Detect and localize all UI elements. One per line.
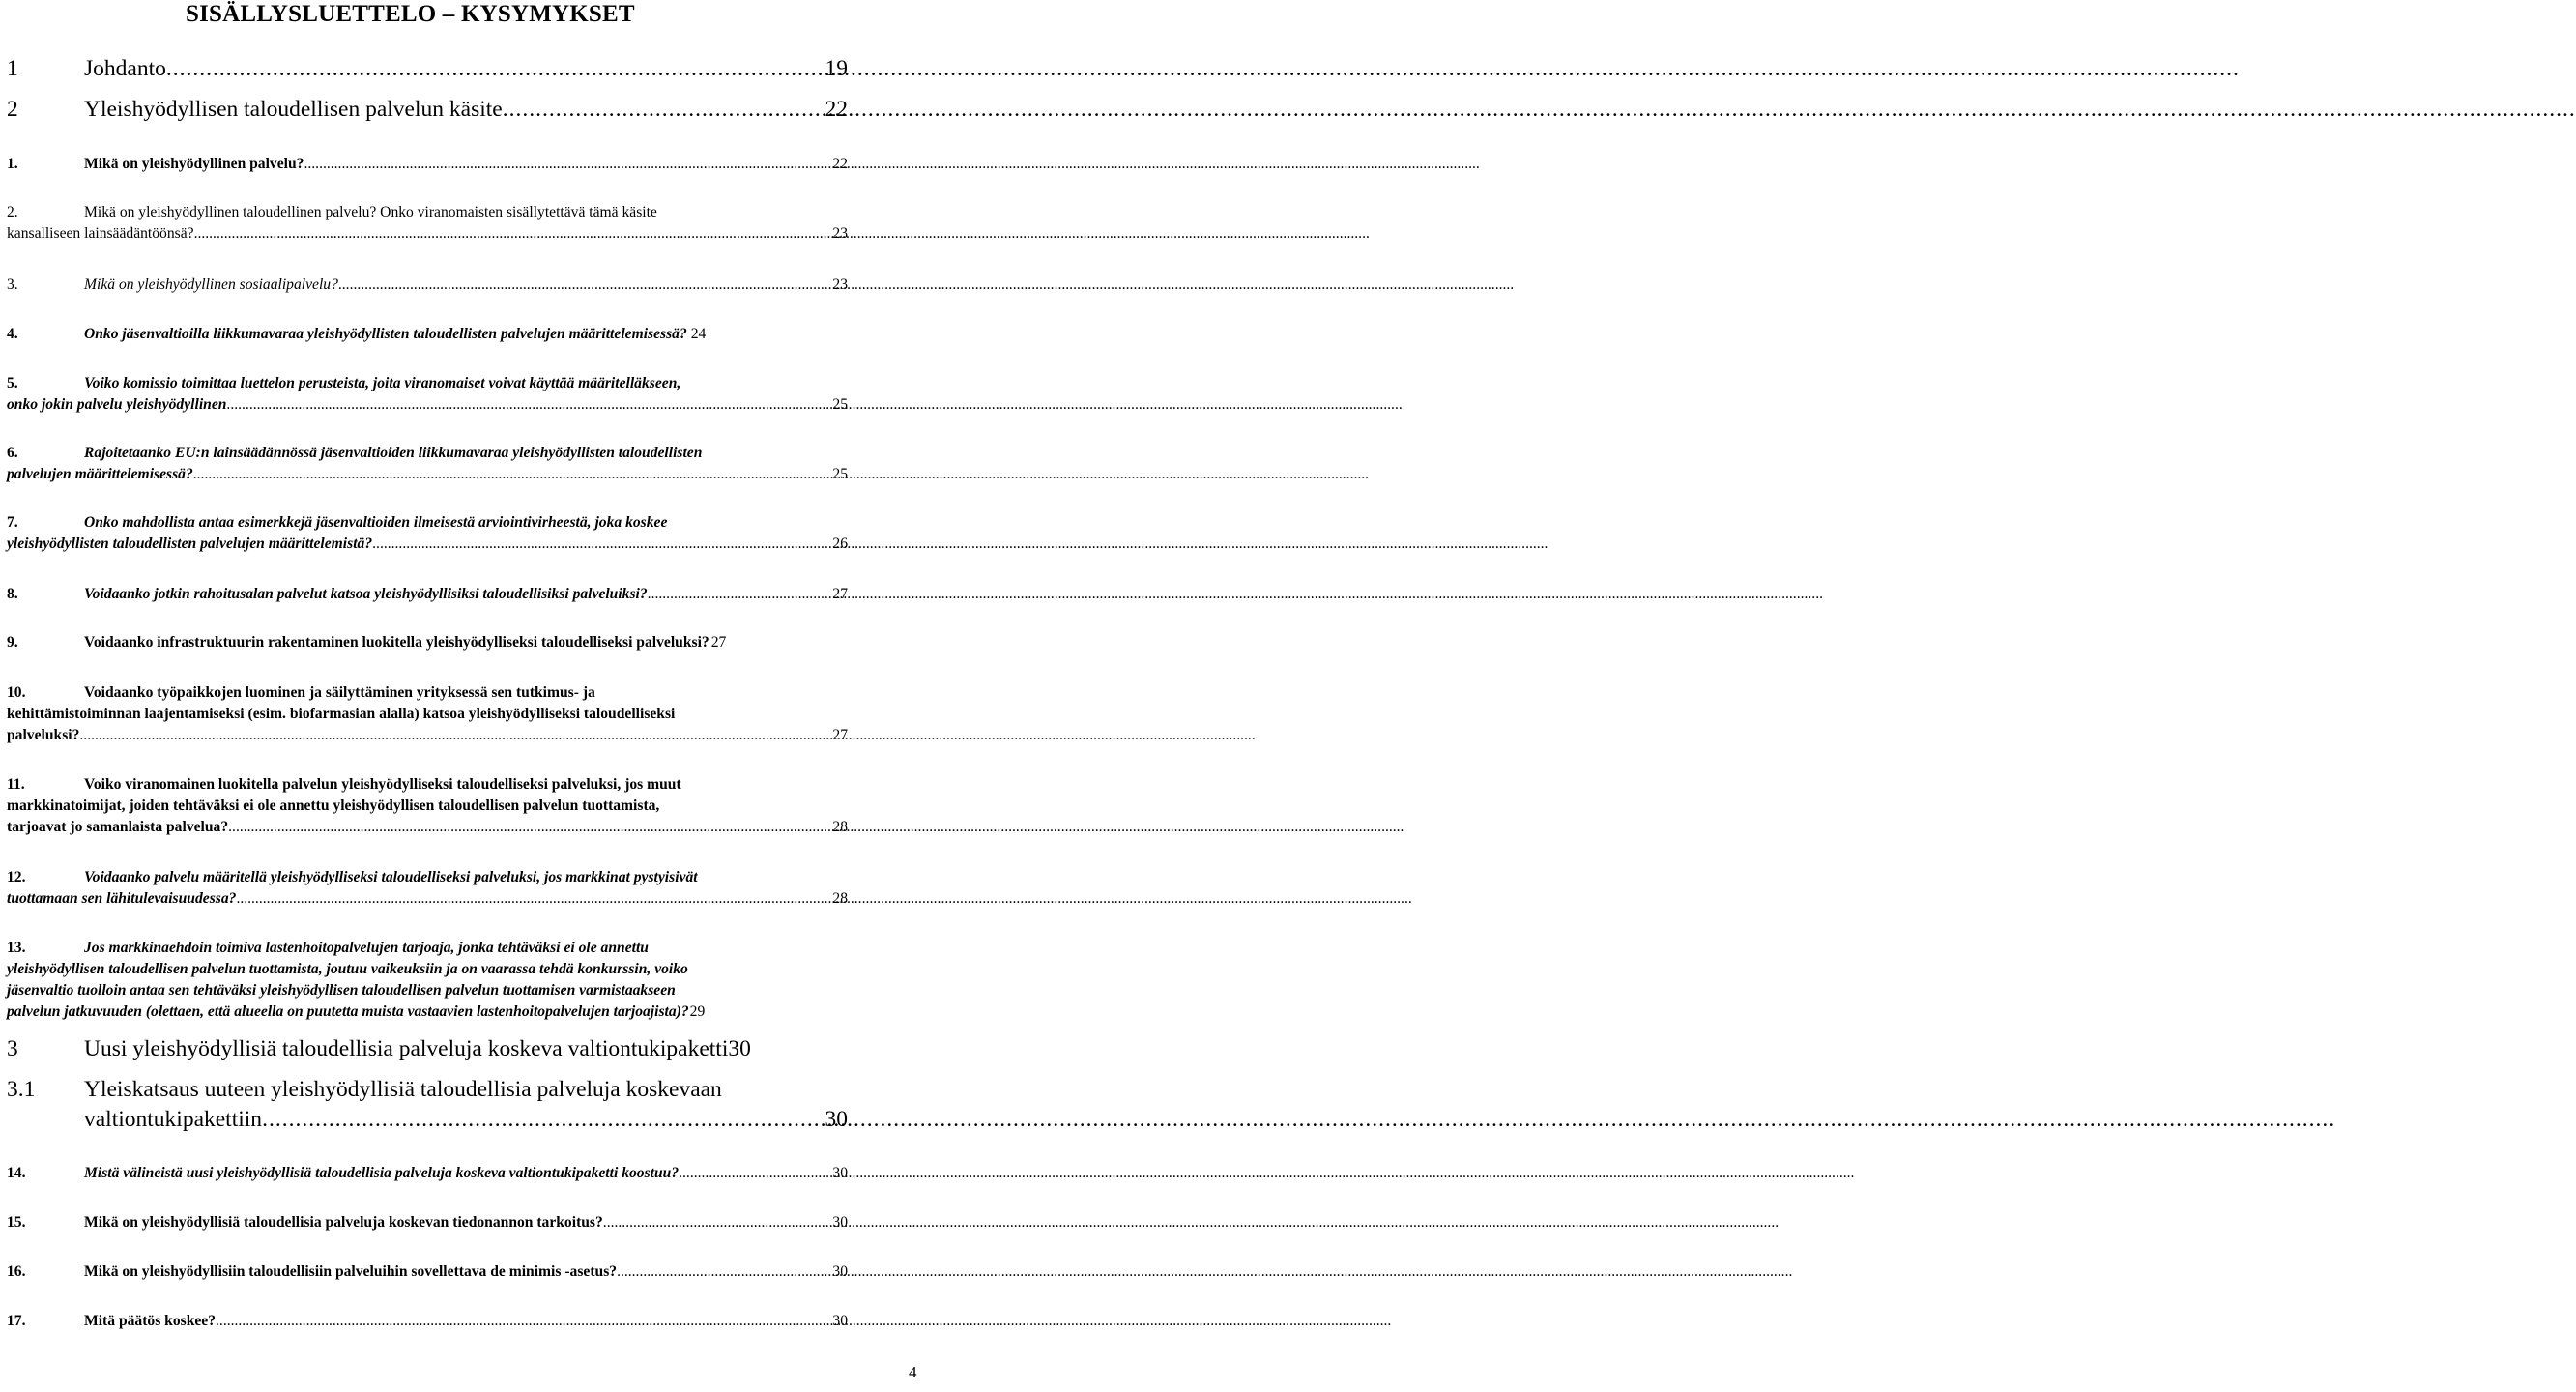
- toc-question-3[interactable]: [7, 275, 848, 296]
- entry-page: 28: [832, 819, 848, 835]
- dot-leader: [216, 1311, 832, 1332]
- entry-number: 14.: [7, 1165, 26, 1181]
- entry-number: 13.: [7, 940, 26, 956]
- dot-leader: [226, 394, 832, 416]
- entry-text: Voiko komissio toimittaa luettelon perusteista, joita viranomaiset voivat käyttää määritelläkseen,: [84, 375, 681, 392]
- entry-text: Voiko viranomainen luokitella palvelun yleishyödylliseksi taloudelliseksi palveluksi, jos muut: [84, 776, 681, 793]
- entry-number: 17.: [7, 1313, 26, 1329]
- entry-text: Voidaanko työpaikkojen luominen ja säilyttäminen yrityksessä sen tutkimus- ja: [84, 684, 595, 701]
- dot-leader: [648, 584, 833, 605]
- entry-number: 15.: [7, 1214, 26, 1231]
- entry-number: 16.: [7, 1263, 26, 1280]
- entry-text: Mistä välineistä uusi yleishyödyllisiä taloudellisia palveluja koskeva valtiontukipaketti koostuu?: [84, 1165, 680, 1181]
- entry-number: 3: [7, 1036, 18, 1061]
- entry-text: Uusi yleishyödyllisiä taloudellisia palveluja koskeva valtiontukipaketti: [84, 1036, 729, 1061]
- entry-number: 6.: [7, 445, 18, 461]
- toc-question-2[interactable]: [7, 202, 848, 245]
- entry-text: Mikä on yleishyödyllisiin taloudellisiin palveluihin sovellettava de minimis -asetus?: [84, 1263, 618, 1280]
- dot-leader: [338, 275, 833, 296]
- entry-text: valtiontukipakettiin: [84, 1107, 263, 1132]
- toc-question-8[interactable]: [7, 584, 848, 605]
- entry-page: 26: [832, 536, 848, 552]
- entry-text: Onko jäsenvaltioilla liikkumavaraa yleishyödyllisten taloudellisten palvelujen määrittelemisessä?: [84, 326, 687, 342]
- entry-text: onko jokin palvelu yleishyödyllinen: [7, 396, 227, 413]
- entry-page: 30: [825, 1107, 848, 1132]
- entry-text: markkinatoimijat, joiden tehtäväksi ei ole annettu yleishyödyllisen taloudellisen palvelun tuottamista,: [7, 798, 660, 814]
- toc-page: [0, 0, 928, 1392]
- dot-leader: [166, 54, 825, 84]
- toc-chapter-2[interactable]: [7, 95, 848, 125]
- dot-leader: [679, 1163, 832, 1184]
- dot-leader: [372, 534, 832, 555]
- entry-number: 3.: [7, 276, 18, 293]
- dot-leader: [79, 725, 832, 746]
- toc-chapter-1[interactable]: [7, 54, 848, 84]
- entry-page: 30: [832, 1165, 848, 1181]
- dot-leader: [236, 888, 832, 910]
- entry-page: 29: [689, 1003, 706, 1020]
- dot-leader: [617, 1262, 832, 1283]
- entry-page: 27: [832, 727, 848, 743]
- entry-number: 2: [7, 97, 18, 122]
- entry-text: jäsenvaltio tuolloin antaa sen tehtäväksi yleishyödyllisen taloudellisen palvelun tuottamisen varmistaakseen: [7, 982, 676, 999]
- entry-text: Mitä päätös koskee?: [84, 1313, 217, 1329]
- entry-number: 11.: [7, 776, 25, 793]
- toc-question-14[interactable]: [7, 1163, 848, 1184]
- entry-text: Voidaanko palvelu määritellä yleishyödylliseksi taloudelliseksi palveluksi, jos markkinat pystyisivät: [84, 869, 698, 885]
- toc-question-11[interactable]: [7, 774, 848, 838]
- dot-leader: [262, 1105, 825, 1135]
- toc-question-13[interactable]: [7, 938, 848, 1023]
- entry-page: 30: [832, 1263, 848, 1280]
- toc-question-5[interactable]: [7, 373, 848, 416]
- entry-page: 30: [728, 1036, 751, 1061]
- dot-leader: [194, 223, 833, 245]
- entry-number: 8.: [7, 586, 18, 602]
- entry-page: 25: [832, 466, 848, 482]
- entry-text: Yleiskatsaus uuteen yleishyödyllisiä taloudellisia palveluja koskevaan: [84, 1077, 722, 1102]
- entry-page: 25: [832, 396, 848, 413]
- entry-number: 1.: [7, 156, 18, 172]
- entry-number: 4.: [7, 326, 18, 342]
- entry-page: 22: [825, 97, 848, 122]
- entry-text: palvelun jatkuvuuden (olettaen, että alueella on puutetta muista vastaavien lastenhoitopalvelujen tarjoajista)?: [7, 1003, 689, 1020]
- entry-text: palvelujen määrittelemisessä?: [7, 466, 193, 482]
- entry-text: Onko mahdollista antaa esimerkkejä jäsenvaltioiden ilmeisestä arviointivirheestä, joka koskee: [84, 514, 668, 531]
- entry-page: 19: [825, 56, 848, 81]
- toc-question-1[interactable]: [7, 154, 848, 175]
- entry-page: 27: [832, 586, 848, 602]
- dot-leader: [193, 464, 833, 485]
- dot-leader: [228, 817, 832, 838]
- entry-text: Johdanto: [84, 56, 166, 81]
- entry-page: 28: [832, 890, 848, 907]
- entry-page: 23: [832, 276, 848, 293]
- toc-question-15[interactable]: [7, 1212, 848, 1233]
- dot-leader: [603, 1212, 833, 1233]
- entry-text: Voidaanko jotkin rahoitusalan palvelut katsoa yleishyödyllisiksi taloudellisiksi palveluiksi?: [84, 586, 648, 602]
- entry-number: 7.: [7, 514, 18, 531]
- entry-text: Voidaanko infrastruktuurin rakentaminen luokitella yleishyödylliseksi taloudelliseksi palveluksi?: [84, 634, 709, 651]
- toc-question-10[interactable]: [7, 682, 848, 746]
- toc-question-17[interactable]: [7, 1311, 848, 1332]
- entry-text: Rajoitetaanko EU:n lainsäädännössä jäsenvaltioiden liikkumavaraa yleishyödyllisten taloudellisten: [84, 445, 703, 461]
- entry-page: 30: [832, 1313, 848, 1329]
- dot-leader: [503, 95, 825, 125]
- entry-text: Mikä on yleishyödyllinen sosiaalipalvelu?: [84, 276, 338, 293]
- entry-text: Yleishyödyllisen taloudellisen palvelun käsite: [84, 97, 503, 122]
- page-number: 4: [909, 1363, 917, 1381]
- entry-text: Mikä on yleishyödyllisiä taloudellisia palveluja koskevan tiedonannon tarkoitus?: [84, 1214, 603, 1231]
- toc-question-7[interactable]: [7, 512, 848, 555]
- entry-number: 3.1: [7, 1077, 36, 1102]
- entry-number: 10.: [7, 684, 26, 701]
- entry-number: 2.: [7, 204, 18, 220]
- entry-text: yleishyödyllisten taloudellisten palvelujen määrittelemistä?: [7, 536, 373, 552]
- entry-text: tuottamaan sen lähitulevaisuudessa?: [7, 890, 237, 907]
- entry-text: palveluksi?: [7, 727, 80, 743]
- entry-text: kansalliseen lainsäädäntöönsä?: [7, 225, 194, 242]
- entry-number: 12.: [7, 869, 26, 885]
- toc-question-4[interactable]: [7, 324, 848, 345]
- entry-text: Jos markkinaehdoin toimiva lastenhoitopalvelujen tarjoaja, jonka tehtäväksi ei ole annettu: [84, 940, 649, 956]
- entry-text: yleishyödyllisen taloudellisen palvelun tuottamista, joutuu vaikeuksiin ja on vaarassa tehdä konkurssin, voiko: [7, 961, 688, 977]
- entry-text: Mikä on yleishyödyllinen palvelu?: [84, 156, 304, 172]
- dot-leader: [304, 154, 832, 175]
- entry-number: 1: [7, 56, 18, 81]
- entry-page: 27: [710, 634, 727, 651]
- entry-number: 9.: [7, 634, 18, 651]
- entry-page: 23: [832, 225, 848, 242]
- entry-text: tarjoavat jo samanlaista palvelua?: [7, 819, 229, 835]
- toc-question-9[interactable]: [7, 632, 848, 653]
- toc-chapter-3[interactable]: [7, 1034, 848, 1064]
- toc-question-12[interactable]: [7, 867, 848, 910]
- toc-question-6[interactable]: [7, 443, 848, 485]
- toc-section-3-1[interactable]: [7, 1075, 848, 1135]
- entry-page: 30: [832, 1214, 848, 1231]
- entry-text: Mikä on yleishyödyllinen taloudellinen palvelu? Onko viranomaisten sisällytettävä tämä käsite: [84, 204, 657, 220]
- entry-page: 22: [832, 156, 848, 172]
- toc-question-16[interactable]: [7, 1262, 848, 1283]
- entry-number: 5.: [7, 375, 18, 392]
- entry-page: 24: [690, 326, 707, 342]
- page-title: SISÄLLYSLUETTELO – KYSYMYKSET: [186, 1, 635, 27]
- entry-text: kehittämistoiminnan laajentamiseksi (esim. biofarmasian alalla) katsoa yleishyödylliseksi taloudelliseksi: [7, 706, 676, 722]
